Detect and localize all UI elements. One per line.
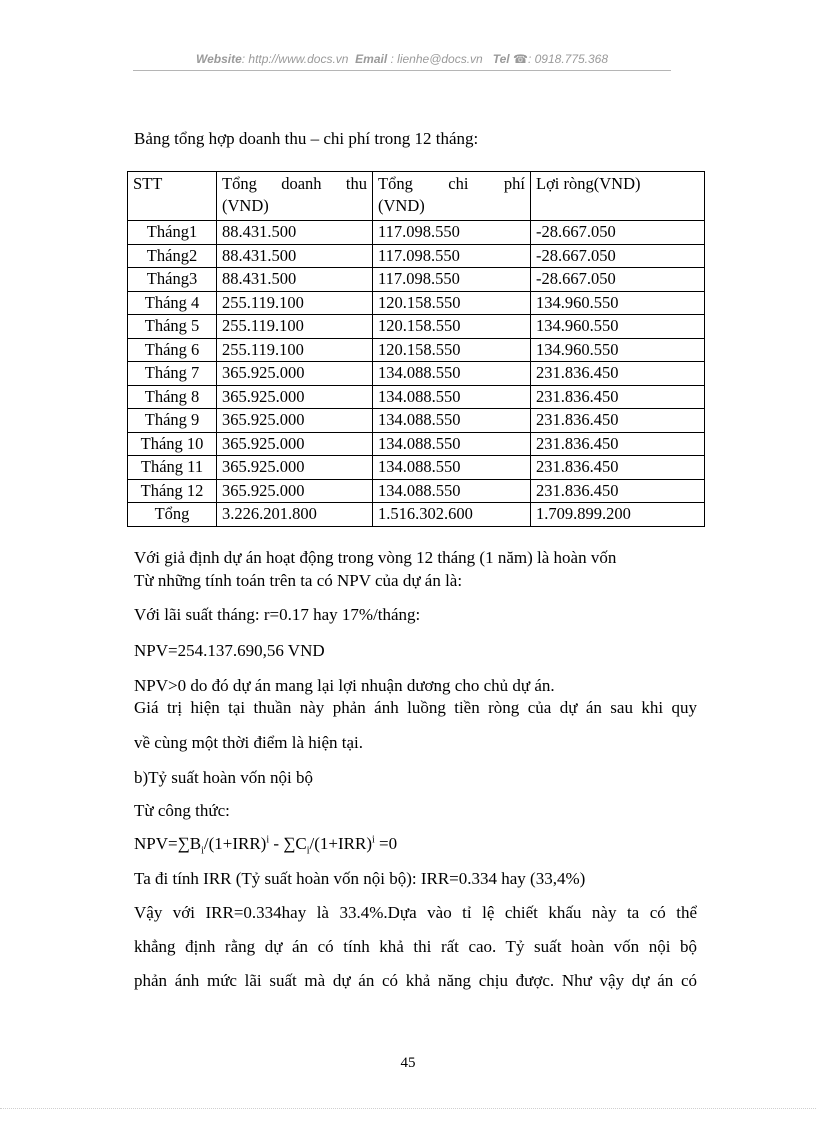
paragraph-present-value-cont: về cùng một thời điểm là hiện tại. [134, 733, 363, 752]
cost-cell: 120.158.550 [373, 338, 531, 362]
revenue-cell: 255.119.100 [217, 338, 373, 362]
net-profit-cell: 231.836.450 [531, 385, 705, 409]
cost-cell: 117.098.550 [373, 244, 531, 268]
paragraph-npv-intro: Từ những tính toán trên ta có NPV của dự án là: [134, 571, 463, 590]
paragraph-conclusion-2: khẳng định rằng dự án có tính khả thi rất cao. Tỷ suất hoàn vốn nội bộ [134, 937, 697, 956]
net-profit-cell: 231.836.450 [531, 362, 705, 386]
paragraph-npv-value: NPV=254.137.690,56 VND [134, 641, 325, 660]
revenue-cell: 365.925.000 [217, 432, 373, 456]
website-label: Website [195, 52, 242, 66]
revenue-cell: 255.119.100 [217, 291, 373, 315]
month-cell: Tháng 7 [128, 362, 217, 386]
cost-cell: 134.088.550 [373, 479, 531, 503]
revenue-cell: 255.119.100 [217, 315, 373, 339]
cost-cell: 134.088.550 [373, 456, 531, 480]
email-label: Email [355, 52, 388, 66]
table-row [128, 291, 705, 315]
net-profit-cell: 134.960.550 [531, 315, 705, 339]
table-row [128, 221, 705, 245]
net-profit-cell: 134.960.550 [531, 338, 705, 362]
paragraph-conclusion-1: Vậy với IRR=0.334hay là 33.4%.Dựa vào tỉ lệ chiết khấu này ta có thể [134, 903, 697, 922]
tel-label: Tel [492, 52, 510, 66]
paragraph-interest-rate: Với lãi suất tháng: r=0.17 hay 17%/tháng: [134, 605, 421, 624]
cost-cell: 134.088.550 [373, 385, 531, 409]
month-cell: Tổng [128, 503, 217, 527]
section-heading-irr: b)Tỷ suất hoàn vốn nội bộ [134, 768, 313, 787]
net-profit-cell: 231.836.450 [531, 479, 705, 503]
phone-icon: ☎ [513, 52, 528, 66]
month-cell: Tháng3 [128, 268, 217, 292]
month-cell: Tháng 11 [128, 456, 217, 480]
table-row [128, 385, 705, 409]
revenue-cost-table [127, 171, 705, 527]
revenue-cell: 365.925.000 [217, 362, 373, 386]
revenue-cell: 88.431.500 [217, 268, 373, 292]
paragraph-conclusion-3: phản ánh mức lãi suất mà dự án có khả năng chịu được. Như vậy dự án có [134, 971, 697, 990]
month-cell: Tháng2 [128, 244, 217, 268]
table-caption: Bảng tổng hợp doanh thu – chi phí trong 12 tháng: [134, 129, 479, 148]
paragraph-present-value: Giá trị hiện tại thuần này phản ánh luồng tiền ròng của dự án sau khi quy [134, 698, 697, 717]
month-cell: Tháng 6 [128, 338, 217, 362]
paragraph-formula-intro: Từ công thức: [134, 801, 230, 820]
net-profit-cell: -28.667.050 [531, 268, 705, 292]
month-cell: Tháng 8 [128, 385, 217, 409]
paragraph-assumption: Với giả định dự án hoạt động trong vòng 12 tháng (1 năm) là hoàn vốn [134, 548, 617, 567]
page-header [134, 52, 670, 66]
revenue-cell: 88.431.500 [217, 244, 373, 268]
table-header-row [128, 172, 705, 221]
header-revenue: Tổng doanh thu (VND) [217, 172, 373, 221]
net-profit-cell: -28.667.050 [531, 221, 705, 245]
paragraph-npv-positive: NPV>0 do đó dự án mang lại lợi nhuận dương cho chủ dự án. [134, 676, 555, 695]
table-row [128, 479, 705, 503]
header-divider [133, 70, 671, 71]
revenue-cell: 88.431.500 [217, 221, 373, 245]
month-cell: Tháng 9 [128, 409, 217, 433]
net-profit-cell: 1.709.899.200 [531, 503, 705, 527]
page-number: 45 [400, 1055, 416, 1071]
table-row [128, 503, 705, 527]
month-cell: Tháng 10 [128, 432, 217, 456]
table-row [128, 432, 705, 456]
page-bottom-divider [0, 1108, 816, 1109]
irr-formula: $NPV=\sum B_i/(1+IRR)^i - \sum C_i/(1+IRR)^i =0$ [134, 834, 398, 857]
month-cell: Tháng 4 [128, 291, 217, 315]
cost-cell: 1.516.302.600 [373, 503, 531, 527]
cost-cell: 120.158.550 [373, 291, 531, 315]
month-cell: Tháng1 [128, 221, 217, 245]
revenue-cell: 365.925.000 [217, 385, 373, 409]
cost-cell: 117.098.550 [373, 221, 531, 245]
net-profit-cell: -28.667.050 [531, 244, 705, 268]
cost-cell: 134.088.550 [373, 432, 531, 456]
revenue-cell: 365.925.000 [217, 456, 373, 480]
paragraph-irr-result: Ta đi tính IRR (Tỷ suất hoàn vốn nội bộ): IRR=0.334 hay (33,4%) [134, 869, 586, 888]
table-row [128, 409, 705, 433]
cost-cell: 117.098.550 [373, 268, 531, 292]
cost-cell: 120.158.550 [373, 315, 531, 339]
cost-cell: 134.088.550 [373, 362, 531, 386]
month-cell: Tháng 5 [128, 315, 217, 339]
tel-value: : 0918.775.368 [527, 52, 609, 66]
revenue-cell: 3.226.201.800 [217, 503, 373, 527]
revenue-cell: 365.925.000 [217, 479, 373, 503]
revenue-cell: 365.925.000 [217, 409, 373, 433]
net-profit-cell: 134.960.550 [531, 291, 705, 315]
website-value: : http://www.docs.vn [241, 52, 349, 66]
header-cost: Tổng chi phí (VND) [373, 172, 531, 221]
table-row [128, 338, 705, 362]
table-row [128, 362, 705, 386]
net-profit-cell: 231.836.450 [531, 409, 705, 433]
table-row [128, 268, 705, 292]
table-row [128, 315, 705, 339]
header-net-profit: Lợi ròng(VND) [531, 172, 705, 221]
table-row [128, 244, 705, 268]
cost-cell: 134.088.550 [373, 409, 531, 433]
month-cell: Tháng 12 [128, 479, 217, 503]
net-profit-cell: 231.836.450 [531, 432, 705, 456]
net-profit-cell: 231.836.450 [531, 456, 705, 480]
header-stt: STT [128, 172, 217, 221]
table-row [128, 456, 705, 480]
email-value: : lienhe@docs.vn [390, 52, 483, 66]
